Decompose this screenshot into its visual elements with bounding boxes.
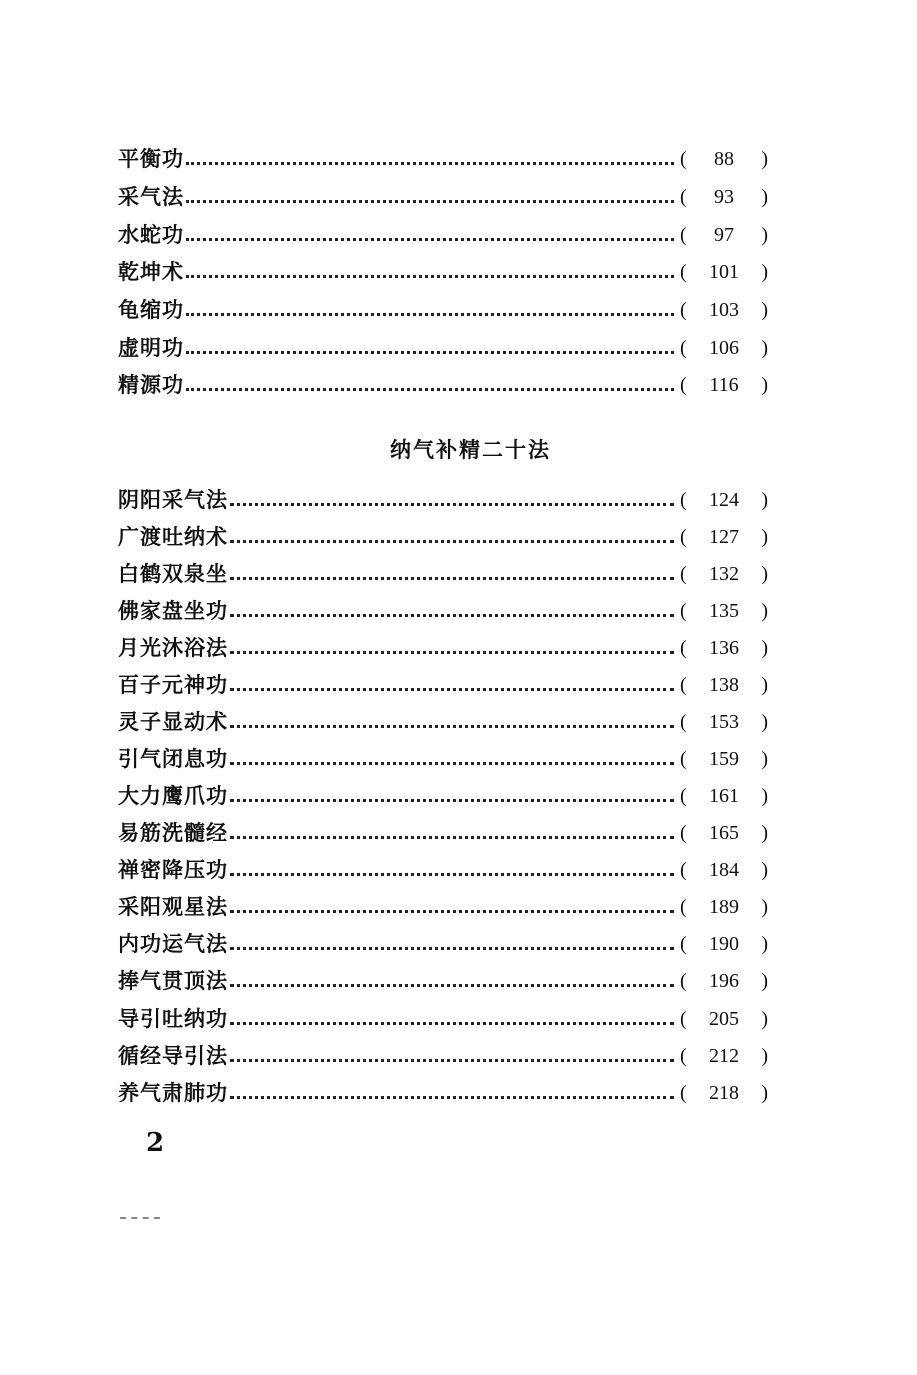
toc-entry: [118, 707, 768, 737]
dot-leader: [230, 688, 674, 691]
paren-open: (: [680, 674, 687, 696]
toc-entry-page: [680, 633, 768, 663]
toc-entry-page: [680, 182, 768, 212]
toc-entry-title: 引气闭息功: [118, 746, 228, 771]
toc-entry: [118, 220, 768, 250]
page-ref: 159: [709, 748, 739, 770]
paren-open: (: [680, 224, 687, 246]
page-ref: 135: [709, 600, 739, 622]
toc-entry-title: 灵子显动术: [118, 709, 228, 734]
toc-entry: [118, 257, 768, 287]
page-ref: 189: [709, 896, 739, 918]
paren-close: ): [761, 1045, 768, 1067]
toc-entry-title: 百子元神功: [118, 672, 228, 697]
toc-entry: [118, 966, 768, 996]
paren-close: ): [761, 1008, 768, 1030]
page-ref: 93: [714, 186, 734, 208]
dot-leader: [230, 725, 674, 728]
toc-entry: [118, 182, 768, 212]
paren-open: (: [680, 489, 687, 511]
page-ref: 138: [709, 674, 739, 696]
paren-open: (: [680, 896, 687, 918]
toc-entry-title: 虚明功: [118, 335, 184, 360]
toc-entry-page: [680, 744, 768, 774]
paren-open: (: [680, 822, 687, 844]
toc-entry-title: 阴阳采气法: [118, 487, 228, 512]
paren-close: ): [761, 299, 768, 321]
toc-entry-page: [680, 485, 768, 515]
toc-entry-page: [680, 707, 768, 737]
toc-entry-page: [680, 333, 768, 363]
toc-entry-page: [680, 966, 768, 996]
dot-leader: [186, 313, 674, 316]
page-ref: 218: [709, 1082, 739, 1104]
dot-leader: [230, 651, 674, 654]
toc-entry-title: 佛家盘坐功: [118, 598, 228, 623]
paren-open: (: [680, 563, 687, 585]
paren-close: ): [761, 224, 768, 246]
paren-close: ): [761, 526, 768, 548]
toc-entry: [118, 781, 768, 811]
page-ref: 97: [714, 224, 734, 246]
paren-open: (: [680, 970, 687, 992]
toc-entry-page: [680, 1041, 768, 1071]
paren-close: ): [761, 859, 768, 881]
toc-entry-title: 乾坤术: [118, 259, 184, 284]
paren-close: ): [761, 711, 768, 733]
toc-entry: [118, 670, 768, 700]
dot-leader: [230, 1096, 674, 1099]
toc-entry-title: 养气肃肺功: [118, 1080, 228, 1105]
dot-leader: [186, 388, 674, 391]
paren-open: (: [680, 261, 687, 283]
toc-entry-page: [680, 295, 768, 325]
paren-open: (: [680, 526, 687, 548]
toc-entry-page: [680, 670, 768, 700]
toc-entry: [118, 855, 768, 885]
paren-open: (: [680, 785, 687, 807]
page-ref: 205: [709, 1008, 739, 1030]
paren-close: ): [761, 148, 768, 170]
dot-leader: [186, 351, 674, 354]
paren-close: ): [761, 674, 768, 696]
dot-leader: [230, 762, 674, 765]
paren-close: ): [761, 1082, 768, 1104]
toc-entry-page: [680, 522, 768, 552]
toc-entry-title: 捧气贯顶法: [118, 968, 228, 993]
toc-entry: [118, 1078, 768, 1108]
paren-open: (: [680, 600, 687, 622]
paren-open: (: [680, 374, 687, 396]
toc-entry: [118, 522, 768, 552]
dot-leader: [230, 1022, 674, 1025]
toc-entry: [118, 559, 768, 589]
toc-entry: [118, 333, 768, 363]
paren-open: (: [680, 299, 687, 321]
paren-close: ): [761, 600, 768, 622]
toc-entry-page: [680, 781, 768, 811]
toc-entry: [118, 370, 768, 400]
dot-leader: [230, 614, 674, 617]
page-ref: 184: [709, 859, 739, 881]
page-ref: 165: [709, 822, 739, 844]
paren-close: ): [761, 933, 768, 955]
paren-close: ): [761, 261, 768, 283]
page-ref: 103: [709, 299, 739, 321]
dot-leader: [230, 1059, 674, 1062]
toc-entry: [118, 596, 768, 626]
paren-close: ): [761, 337, 768, 359]
toc-entry-page: [680, 220, 768, 250]
toc-entry: [118, 929, 768, 959]
page-number: 2: [146, 1128, 165, 1158]
paren-open: (: [680, 933, 687, 955]
toc-entry-page: [680, 257, 768, 287]
dot-leader: [230, 540, 674, 543]
toc-entry-title: 平衡功: [118, 146, 184, 171]
paren-open: (: [680, 148, 687, 170]
toc-entry-page: [680, 1078, 768, 1108]
paren-close: ): [761, 822, 768, 844]
toc-entry-page: [680, 596, 768, 626]
toc-entry-title: 导引吐纳功: [118, 1006, 228, 1031]
paren-open: (: [680, 748, 687, 770]
page-ref: 106: [709, 337, 739, 359]
toc-entry: [118, 1041, 768, 1071]
toc-entry-title: 大力鹰爪功: [118, 783, 228, 808]
paren-close: ): [761, 748, 768, 770]
page-ref: 153: [709, 711, 739, 733]
page-ref: 124: [709, 489, 739, 511]
page-ref: 127: [709, 526, 739, 548]
toc-entry-page: [680, 929, 768, 959]
toc-entry: [118, 1004, 768, 1034]
dot-leader: [230, 503, 674, 506]
paren-open: (: [680, 1045, 687, 1067]
toc-entry-title: 精源功: [118, 372, 184, 397]
toc-entry-title: 白鹤双泉坐: [118, 561, 228, 586]
paren-close: ): [761, 896, 768, 918]
paren-close: ): [761, 970, 768, 992]
dot-leader: [186, 162, 674, 165]
toc-entry-title: 易筋洗髓经: [118, 820, 228, 845]
toc-entry: [118, 633, 768, 663]
paren-close: ): [761, 374, 768, 396]
page-ref: 88: [714, 148, 734, 170]
page-ref: 196: [709, 970, 739, 992]
page-ref: 190: [709, 933, 739, 955]
toc-entry-title: 龟缩功: [118, 297, 184, 322]
paren-close: ): [761, 637, 768, 659]
dot-leader: [186, 238, 674, 241]
paren-close: ): [761, 563, 768, 585]
dot-leader: [230, 984, 674, 987]
dot-leader: [230, 836, 674, 839]
dot-leader: [230, 873, 674, 876]
paren-close: ): [761, 186, 768, 208]
toc-entry: [118, 144, 768, 174]
toc-entry-title: 采阳观星法: [118, 894, 228, 919]
page-ref: 212: [709, 1045, 739, 1067]
toc-entry: [118, 744, 768, 774]
paren-close: ): [761, 489, 768, 511]
toc-entry-page: [680, 818, 768, 848]
paren-open: (: [680, 637, 687, 659]
toc-entry-page: [680, 144, 768, 174]
toc-entry-title: 月光沐浴法: [118, 635, 228, 660]
toc-entry-page: [680, 370, 768, 400]
toc-entry: [118, 818, 768, 848]
page-ref: 136: [709, 637, 739, 659]
toc-entry-page: [680, 1004, 768, 1034]
toc-entry-title: 内功运气法: [118, 931, 228, 956]
scan-artifact: [120, 1217, 160, 1219]
paren-open: (: [680, 711, 687, 733]
paren-close: ): [761, 785, 768, 807]
dot-leader: [186, 275, 674, 278]
paren-open: (: [680, 1082, 687, 1104]
toc-entry-page: [680, 892, 768, 922]
page-ref: 116: [709, 374, 739, 396]
dot-leader: [230, 799, 674, 802]
page-ref: 132: [709, 563, 739, 585]
toc-entry-title: 水蛇功: [118, 222, 184, 247]
paren-open: (: [680, 1008, 687, 1030]
paren-open: (: [680, 337, 687, 359]
page-ref: 161: [709, 785, 739, 807]
section-heading: 纳气补精二十法: [390, 437, 551, 462]
paren-open: (: [680, 186, 687, 208]
toc-entry-title: 循经导引法: [118, 1043, 228, 1068]
toc-entry-page: [680, 855, 768, 885]
dot-leader: [230, 910, 674, 913]
toc-entry: [118, 892, 768, 922]
dot-leader: [230, 947, 674, 950]
toc-entry: [118, 485, 768, 515]
toc-entry-title: 禅密降压功: [118, 857, 228, 882]
paren-open: (: [680, 859, 687, 881]
page-ref: 101: [709, 261, 739, 283]
dot-leader: [186, 200, 674, 203]
toc-entry-title: 采气法: [118, 184, 184, 209]
toc-entry-title: 广渡吐纳术: [118, 524, 228, 549]
toc-entry-page: [680, 559, 768, 589]
toc-entry: [118, 295, 768, 325]
dot-leader: [230, 577, 674, 580]
